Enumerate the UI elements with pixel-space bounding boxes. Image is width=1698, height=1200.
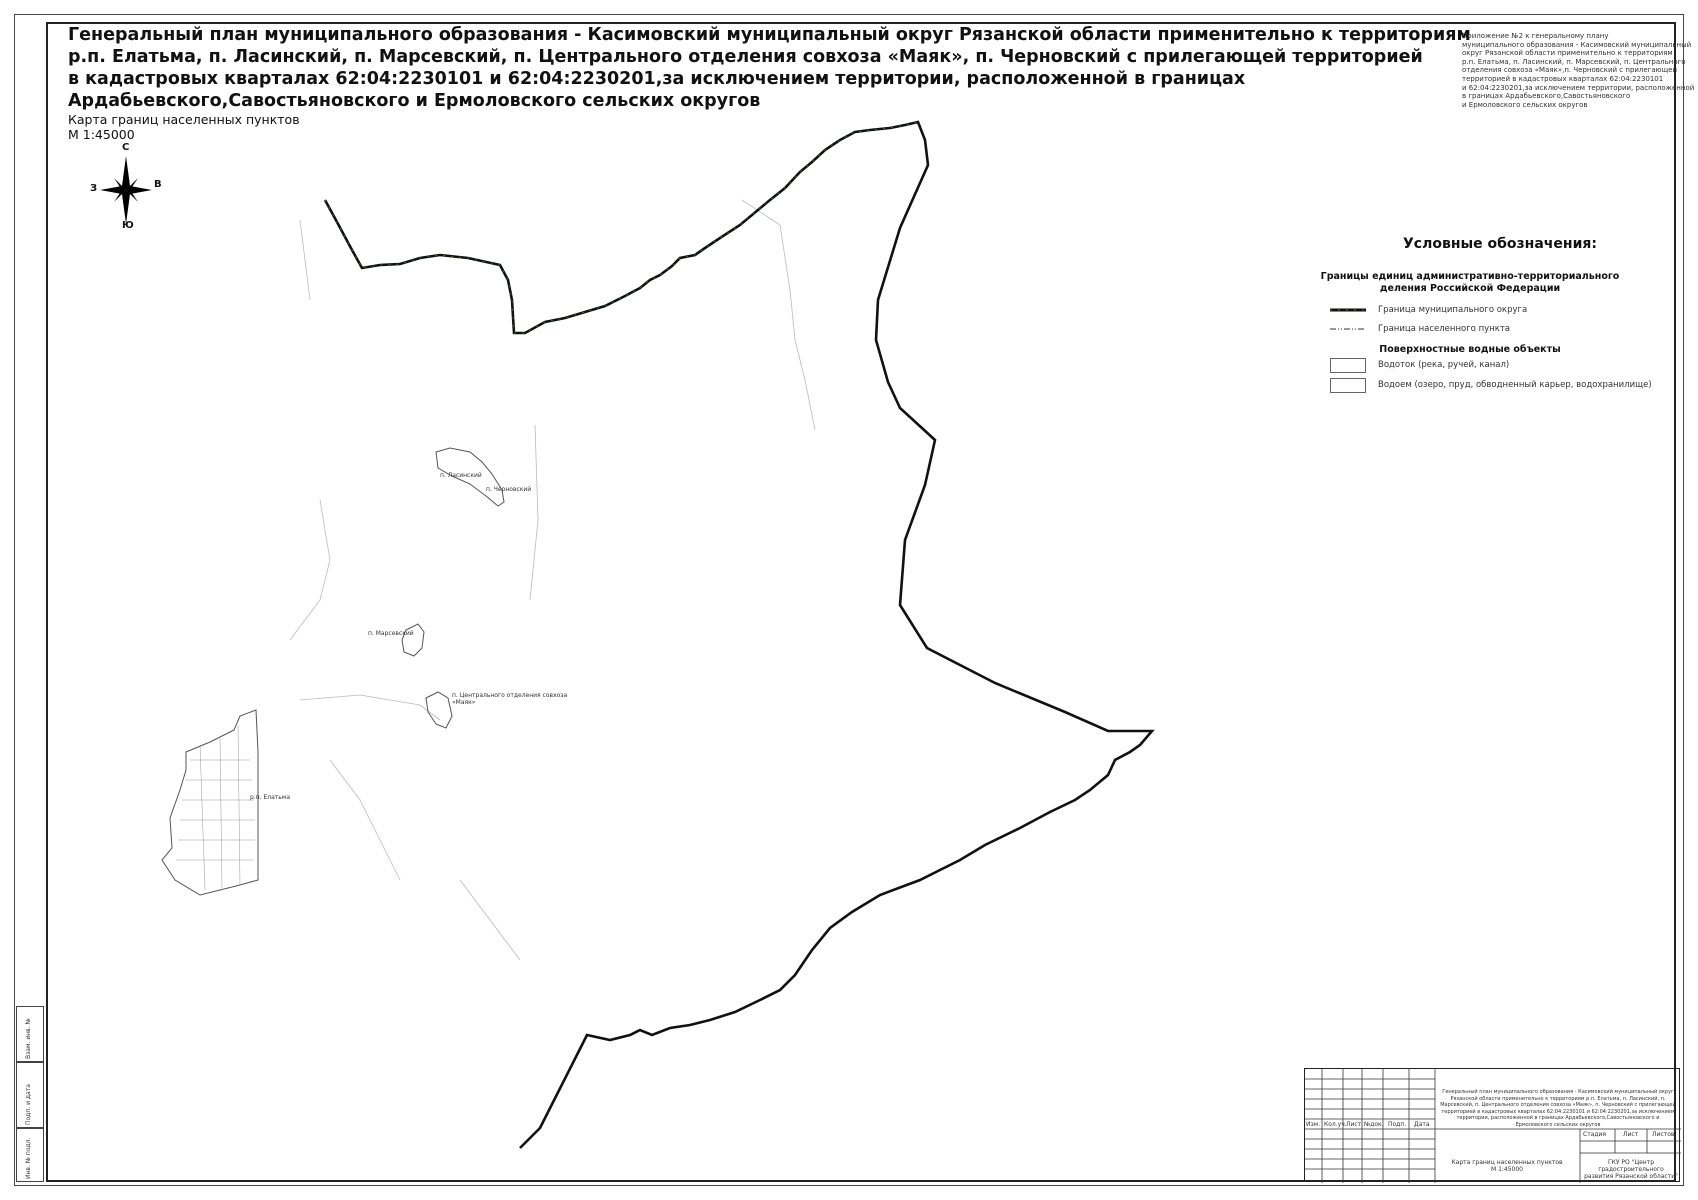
appendix-line: отделения совхоза «Маяк»,п. Черновский с прилегающей <box>1462 66 1678 75</box>
boundary-elatma <box>162 710 258 895</box>
boundary-mayak <box>426 692 452 728</box>
stamp-header: Кол.уч. <box>1324 1121 1347 1128</box>
appendix-line: округ Рязанской области применительно к территориям <box>1462 49 1673 58</box>
legend-waterbody-label: Водоем (озеро, пруд, обводненный карьер, водохранилище) <box>1378 380 1652 390</box>
watercourse-symbol-icon <box>1330 358 1366 373</box>
label-marsevsky: п. Марсевский <box>368 630 414 637</box>
margin-text: Инв. № подл. <box>25 1137 32 1179</box>
appendix-line: муниципального образования - Касимовский муниципальный <box>1462 40 1692 49</box>
stamp-stage: Стадия <box>1583 1131 1607 1138</box>
compass-south: Ю <box>122 220 134 231</box>
label-chernovsky: п. Черновский <box>486 486 532 493</box>
stamp-header: Изм. <box>1306 1121 1321 1128</box>
legend-section-water: Поверхностные водные объекты <box>1379 344 1561 355</box>
settlement-boundaries <box>162 448 504 895</box>
margin-text: Взам. инв. № <box>25 1018 32 1059</box>
label-elatma: р.п. Елатьма <box>250 794 290 801</box>
title-line-3: в кадастровых кварталах 62:04:2230101 и 62:04:2230201,за исключением территории, расположенной в границах <box>68 69 1246 89</box>
title-line-1: Генеральный план муниципального образования - Касимовский муниципальный округ Рязанской области применительно к территориям <box>68 25 1471 45</box>
district-boundary-symbol-icon <box>1330 307 1366 313</box>
margin-cell-inv-no <box>16 1128 44 1182</box>
margin-text: Подп. и дата <box>25 1084 32 1125</box>
elatma-streets <box>176 725 255 890</box>
appendix-line: и Ермоловского сельских округов <box>1462 100 1588 109</box>
map-name: Карта границ населенных пунктов <box>68 112 300 127</box>
stamp-sheet-name: Карта границ населенных пунктов М 1:45000 <box>1451 1159 1563 1173</box>
appendix-line: Приложение №2 к генеральному плану <box>1462 32 1609 40</box>
title-line-2: р.п. Елатьма, п. Ласинский, п. Марсевский, п. Центрального отделения совхоза «Маяк», п. Черновский с прилегающей территорией <box>68 47 1423 67</box>
margin-cell-replace-inv <box>16 1006 44 1062</box>
boundary-marsevsky <box>402 624 424 656</box>
stamp-sheets: Листов <box>1652 1131 1675 1138</box>
stamp-header: Лист <box>1346 1121 1362 1128</box>
legend-settlement-label: Граница населенного пункта <box>1378 324 1511 334</box>
margin-stamp <box>16 1006 44 1182</box>
background-linework <box>290 200 815 960</box>
legend-watercourse-label: Водоток (река, ручей, канал) <box>1378 360 1510 370</box>
appendix-line: и 62:04:2230201,за исключением территории, расположенной <box>1462 83 1695 92</box>
appendix-line: в границах Ардабьевского,Савостьяновского <box>1462 92 1631 101</box>
stamp-organization: ГКУ РО "Центр градостроительного развития Рязанской области" <box>1584 1159 1678 1180</box>
stamp-header: Дата <box>1414 1121 1430 1128</box>
compass-north: С <box>122 142 130 153</box>
margin-cell-sign-date <box>16 1062 44 1128</box>
legend-section-admin: Границы единиц административно-территориального деления Российской Федерации <box>1320 271 1620 294</box>
municipal-boundary <box>325 122 1152 1148</box>
title-block <box>1304 1068 1680 1182</box>
waterbody-symbol-icon <box>1330 378 1366 393</box>
legend-district-label: Граница муниципального округа <box>1378 305 1528 315</box>
stamp-description: Генеральный план муниципального образования - Касимовский муниципальный округ Рязанской области применительно к территориям р.п. Елатьма, п. Ласинский, п. Марсевский, п. Центрального отделения совхоза «Маяк», п. Черновский с прилегающей территорией в кадастровых кварталах 62:04:2230101 и 62:04:2230201,за исключением территории, расположенной в границах Ардабьевского,Савостьяновского и Ермоловского сельских округов <box>1440 1089 1676 1128</box>
map-scale: М 1:45000 <box>68 127 135 142</box>
stamp-sheet: Лист <box>1623 1131 1639 1138</box>
legend-title: Условные обозначения: <box>1403 236 1597 252</box>
appendix-line: территорией в кадастровых кварталах 62:04:2230101 <box>1462 74 1664 83</box>
stamp-header: №док. <box>1364 1121 1384 1128</box>
compass-west: З <box>90 183 98 194</box>
appendix-line: р.п. Елатьма, п. Ласинский, п. Марсевский, п. Центрального <box>1462 57 1686 66</box>
stamp-header: Подп. <box>1388 1121 1407 1128</box>
label-mayak: п. Центрального отделения совхоза «Маяк» <box>452 692 568 706</box>
compass-east: В <box>154 179 162 190</box>
title-line-4: Ардабьевского,Савостьяновского и Ермоловского сельских округов <box>68 91 761 111</box>
label-lasinsky: п. Ласинский <box>440 472 482 479</box>
settlement-boundary-symbol-icon <box>1330 326 1366 332</box>
